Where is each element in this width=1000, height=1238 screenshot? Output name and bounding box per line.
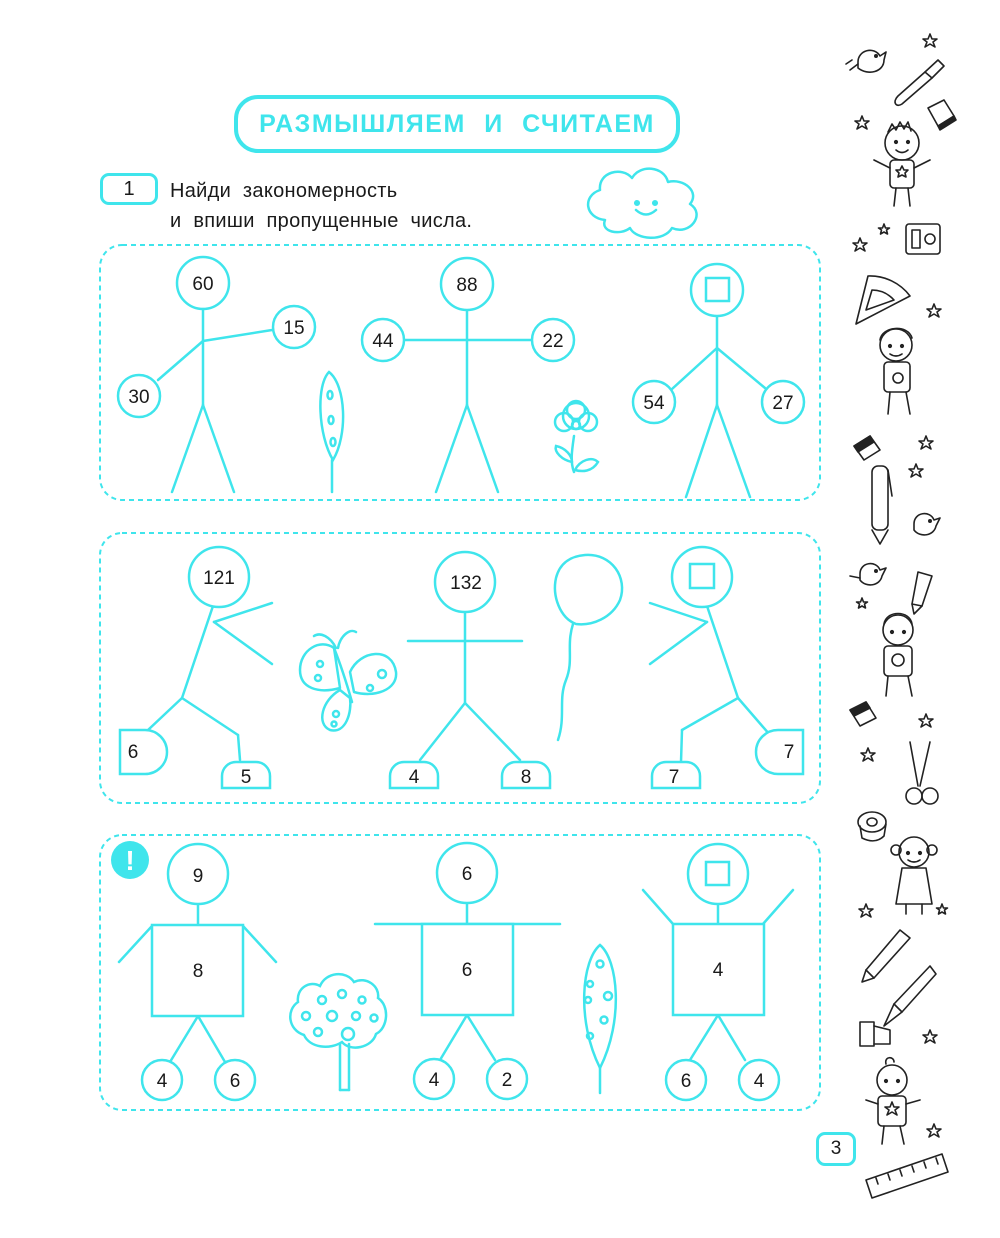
star-icon — [909, 464, 923, 477]
star-icon — [927, 1124, 941, 1137]
task-number-badge: 1 — [100, 173, 158, 205]
star-icon — [853, 238, 867, 251]
p1f3-right-hand-value: 27 — [772, 393, 794, 414]
kid-doodle-icon — [883, 614, 913, 697]
panel2-figure1 — [120, 547, 272, 788]
star-icon — [919, 714, 933, 727]
p3f2-left-foot-value: 4 — [428, 1070, 440, 1091]
paintbrush-icon — [895, 60, 944, 105]
star-icon — [879, 224, 890, 234]
p3f2-body-value: 6 — [461, 960, 473, 981]
p2f1-head-value: 121 — [203, 568, 235, 589]
page-title: РАЗМЫШЛЯЕМ И СЧИТАЕМ — [259, 109, 655, 138]
p2f3-right-foot-value: 7 — [783, 742, 795, 763]
p1f2-head-value: 88 — [456, 275, 478, 296]
kid-doodle-icon — [874, 122, 930, 206]
kid-doodle-icon — [891, 837, 937, 914]
pen-icon — [872, 466, 892, 544]
p2f1-left-foot-value: 6 — [127, 742, 139, 763]
star-icon — [861, 748, 875, 761]
p3f3-left-foot-value: 6 — [680, 1071, 692, 1092]
pencil-icon — [912, 572, 932, 614]
panel1-figure1 — [118, 257, 315, 492]
p1f2-left-hand-value: 44 — [372, 331, 394, 352]
task-line-2: и впиши пропущенные числа. — [170, 210, 473, 232]
p1f1-right-hand-value: 15 — [283, 318, 305, 339]
leaf-icon — [320, 372, 343, 492]
p1f3-left-hand-value: 54 — [643, 393, 665, 414]
bird-icon — [850, 564, 886, 585]
task-line-1: Найди закономерность — [170, 180, 398, 202]
star-icon — [923, 34, 937, 47]
star-icon — [937, 904, 948, 914]
balloon-icon — [555, 555, 622, 740]
tape-icon — [858, 812, 886, 841]
star-icon — [859, 904, 873, 917]
flower-icon — [555, 401, 598, 472]
star-icon — [857, 598, 868, 608]
p1f2-right-hand-value: 22 — [542, 331, 564, 352]
star-icon — [919, 436, 933, 449]
protractor-icon — [856, 276, 910, 324]
ruler-icon — [866, 1154, 948, 1198]
bird-icon — [846, 50, 886, 72]
p3f1-head-value: 9 — [192, 866, 204, 887]
eraser-icon — [854, 436, 880, 460]
scissors-icon — [906, 742, 938, 804]
p2f3-left-foot-value: 7 — [668, 767, 680, 788]
eraser-icon — [850, 702, 876, 726]
p3f3-right-foot-value: 4 — [753, 1071, 765, 1092]
kid-doodle-icon — [880, 328, 912, 414]
p3f3-body-value: 4 — [712, 960, 724, 981]
page-number-badge: 3 — [816, 1132, 856, 1166]
p3f2-head-value: 6 — [461, 864, 473, 885]
eraser-icon — [928, 100, 956, 130]
star-icon — [923, 1030, 937, 1043]
butterfly-icon — [300, 631, 396, 731]
bird-icon — [914, 514, 940, 535]
p1f1-head-value: 60 — [192, 274, 214, 295]
p1f1-left-hand-value: 30 — [128, 387, 150, 408]
sidebar-doodles — [846, 34, 956, 1198]
p2f2-right-foot-value: 8 — [520, 767, 532, 788]
leaf-icon-2 — [584, 945, 616, 1093]
sharpener-icon — [906, 224, 940, 254]
star-icon — [927, 304, 941, 317]
fountain-pen-icon — [884, 966, 936, 1026]
p3f1-body-value: 8 — [192, 961, 204, 982]
pen-icon — [862, 930, 910, 982]
warning-mark: ! — [125, 845, 135, 876]
panel2-figure3 — [650, 547, 803, 788]
panel1-figure3 — [633, 264, 804, 497]
p3f1-left-foot-value: 4 — [156, 1071, 168, 1092]
cloud-icon — [588, 169, 696, 238]
p2f2-left-foot-value: 4 — [408, 767, 420, 788]
p2f2-head-value: 132 — [450, 573, 482, 594]
star-icon — [855, 116, 869, 129]
tree-icon — [290, 974, 386, 1090]
kid-doodle-icon — [866, 1058, 920, 1144]
p2f1-right-foot-value: 5 — [240, 767, 252, 788]
p3f1-right-foot-value: 6 — [229, 1071, 241, 1092]
p3f2-right-foot-value: 2 — [501, 1070, 513, 1091]
